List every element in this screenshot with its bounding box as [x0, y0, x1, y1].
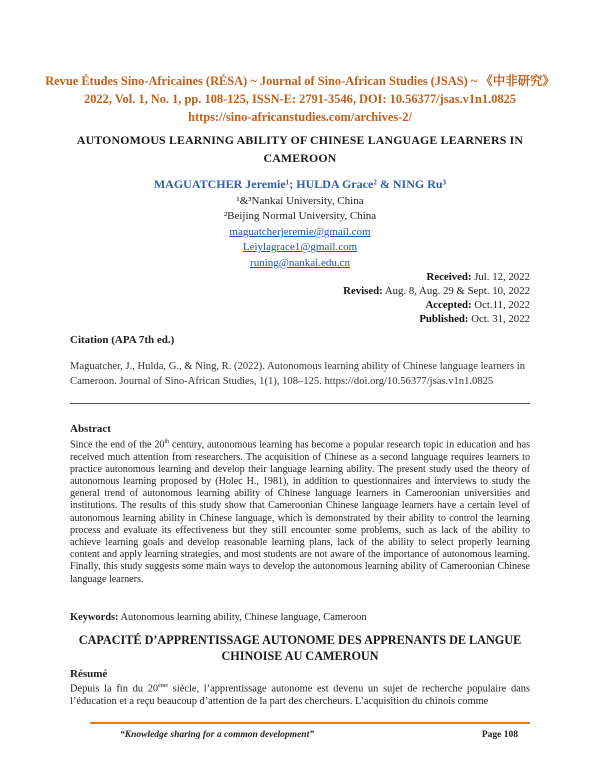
footer-rule [90, 722, 530, 724]
email-link-3[interactable]: runing@nankai.edu.cn [250, 257, 350, 269]
journal-name: Revue Études Sino-Africaines (RÉSA) ~ Journal of Sino-African Studies (JSAS) ~ 《中非研究》 [45, 74, 555, 88]
publication-dates [343, 270, 530, 326]
email-link-1[interactable]: maguatcherjeremie@gmail.com [229, 226, 371, 238]
citation-text: Maguatcher, J., Hulda, G., & Ning, R. (2022). Autonomous learning ability of Chinese language learners in Cameroon. Journal of Sino-African Studies, 1(1), 108–125. https://doi.org/10.56377/jsas.v1n1.0825 [70, 361, 526, 387]
journal-url[interactable]: https://sino-africanstudies.com/archives-2/ [188, 110, 412, 124]
date-received: Received: Jul. 12, 2022 [426, 271, 530, 283]
section-divider [70, 403, 530, 404]
journal-volume-info: 2022, Vol. 1, No. 1, pp. 108-125, ISSN-E: 2791-3546, DOI: 10.56377/jsas.v1n1.0825 [84, 92, 516, 106]
author-list: MAGUATCHER Jeremie¹; HULDA Grace² & NING Ru³ [153, 177, 447, 191]
abstract-heading: Abstract [70, 423, 111, 435]
email-link-2[interactable]: Leiylagrace1@gmail.com [242, 241, 358, 253]
resume-text: Depuis la fin du 20ème siècle, l’apprentissage autonome est devenu un sujet de recherche populaire dans l’éducation et a reçu beaucoup d’attention de la part des chercheurs. L’acquisition du chinois comme [70, 683, 530, 707]
paper-title: AUTONOMOUS LEARNING ABILITY OF CHINESE LANGUAGE LEARNERS IN CAMEROON [76, 133, 524, 165]
keywords: Keywords: Autonomous learning ability, Chinese language, Cameroon [70, 612, 367, 623]
affiliation-1: ¹&³Nankai University, China [236, 195, 364, 207]
resume-heading: Résumé [70, 668, 108, 680]
abstract-text: Since the end of the 20th century, autonomous learning has become a popular research topic in education and has received much attention from researchers. The acquisition of Chinese as a second language requires learners to practice autonomous learning and develop their language learning ability. The present study used the theory of autonomous learning proposed by (Holec H., 1981), in addition to questionnaires and interviews to study the general trend of autonomous learning ability of Chinese language learners in Cameroonian universities and institutions. The results of this study show that Cameroonian Chinese language learners have a certain level of autonomous learning ability in Chinese language, which is demonstrated by their ability to control the learning process and evaluate its effectiveness but they still encounter some problems, such as lack of the ability to achieve learning goals and develop reasonable learning plans, lack of the ability to select properly learning content and apply learning strategies, and most students are not aware of the importance of autonomous learning. Finally, this study suggests some main ways to develop the autonomous learning ability of Cameroonian Chinese language learners. [70, 439, 530, 585]
french-title: CAPACITÉ D’APPRENTISSAGE AUTONOME DES APPRENANTS DE LANGUE CHINOISE AU CAMEROUN [78, 633, 522, 663]
page-number: Page 108 [481, 730, 518, 740]
citation-heading: Citation (APA 7th ed.) [70, 334, 175, 346]
date-revised: Revised: Aug. 8, Aug. 29 & Sept. 10, 2022 [343, 285, 530, 297]
footer-motto: “Knowledge sharing for a common development” [120, 730, 314, 740]
date-published: Published: Oct. 31, 2022 [419, 313, 530, 325]
affiliation-2: ²Beijing Normal University, China [223, 210, 377, 222]
date-accepted: Accepted: Oct.11, 2022 [425, 299, 530, 311]
journal-header [40, 72, 560, 126]
